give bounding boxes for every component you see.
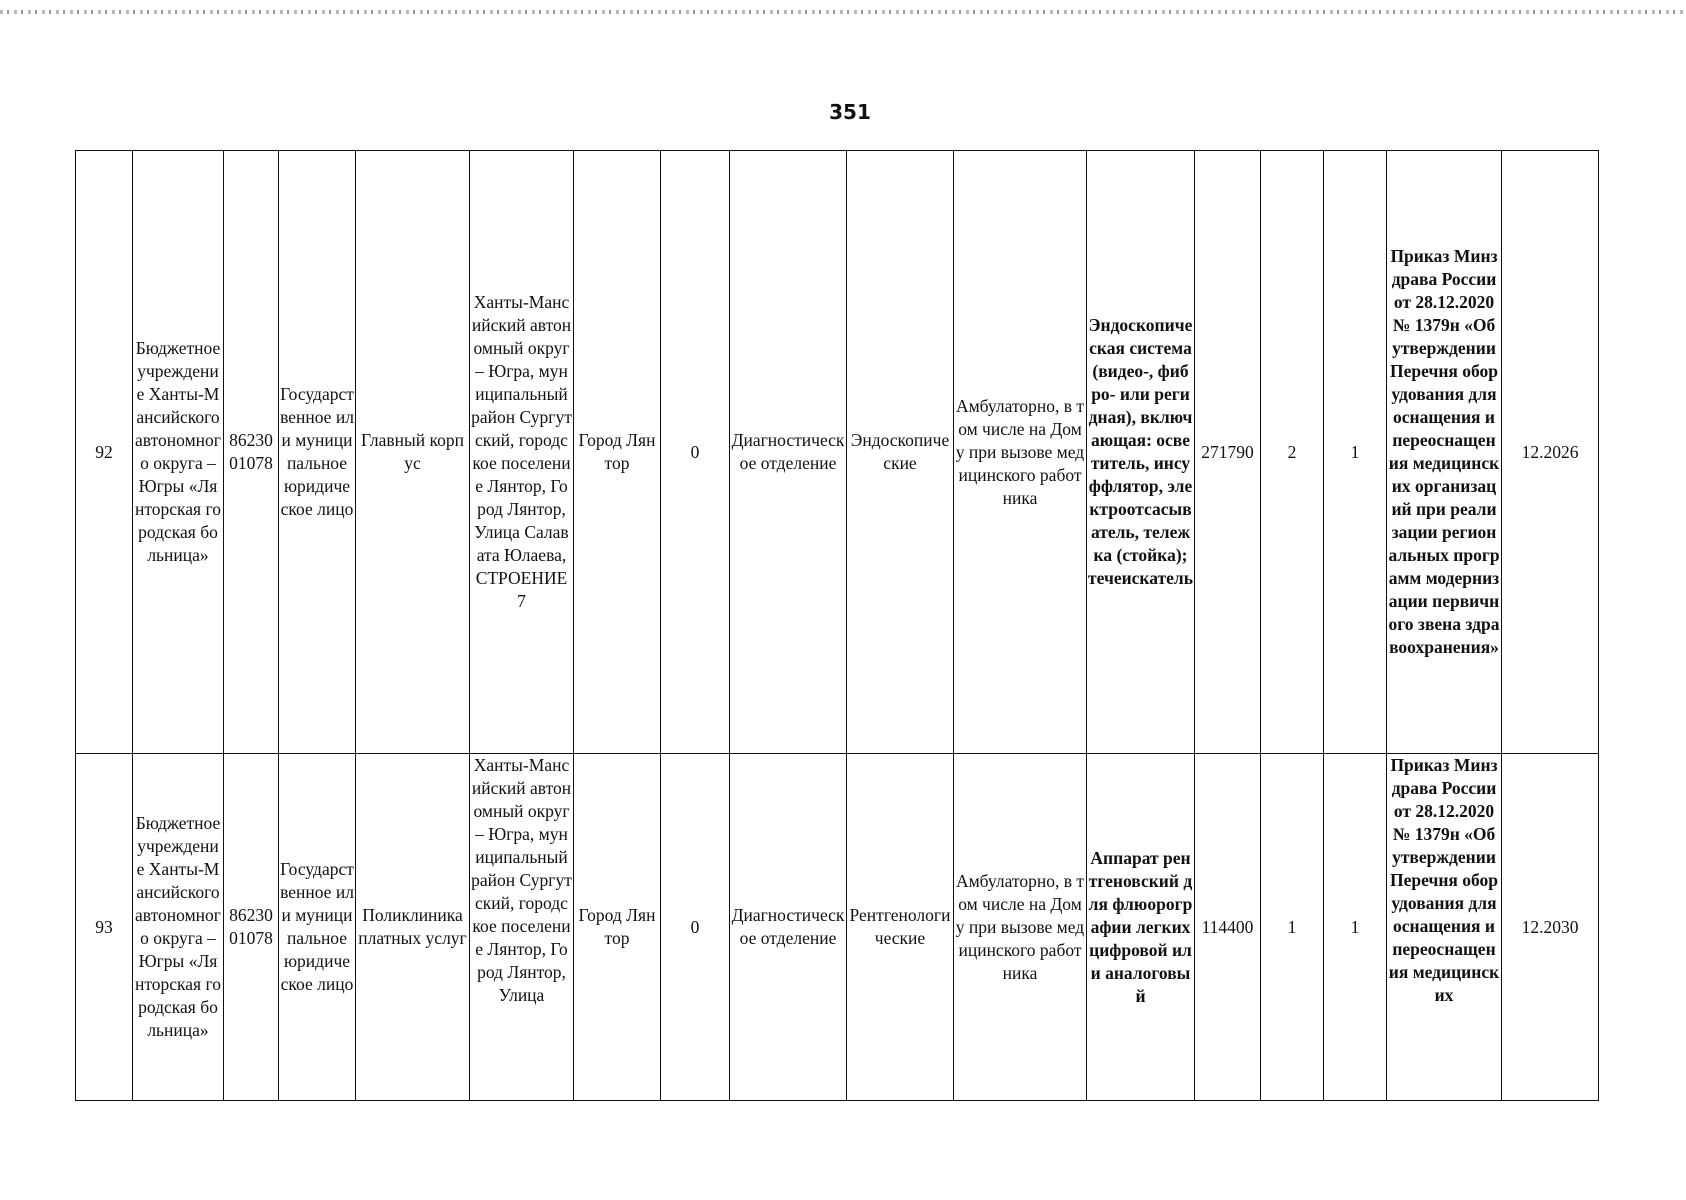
registry-table: [75, 150, 1599, 1101]
row-number: 93: [76, 754, 133, 1101]
equipment-name: Эндоскопическая система (видео-, фибро- или регидная), включающая: осветитель, инсуффлятор, электроотсасыватель, тележка (стойка); течеискатель: [1087, 151, 1195, 754]
city: Город Лянтор: [574, 151, 661, 754]
organization-name: Бюджетное учреждение Ханты-Мансийского автономного округа – Югры «Лянторская городская больница»: [133, 151, 224, 754]
department: Диагностическое отделение: [730, 754, 847, 1101]
city: Город Лянтор: [574, 754, 661, 1101]
department: Диагностическое отделение: [730, 151, 847, 754]
legal-form: Государственное или муниципальное юридическое лицо: [279, 151, 356, 754]
page-number: 351: [829, 100, 871, 124]
organization-name: Бюджетное учреждение Ханты-Мансийского автономного округа – Югры «Лянторская городская больница»: [133, 754, 224, 1101]
equipment-name: Аппарат рентгеновский для флюорографии легких цифровой или аналоговый: [1087, 754, 1195, 1101]
scan-edge-artifact: [0, 10, 1686, 14]
quantity-2: 1: [1324, 151, 1387, 754]
study-type: Рентгенологические: [847, 754, 954, 1101]
order-reference: Приказ Минздрава России от 28.12.2020 № 1379н «Об утверждении Перечня оборудования для оснащения и переоснащения медицинских организаций при реализации региональных программ модернизации первичного звена здравоохранения»: [1387, 151, 1502, 754]
organization-code: 8623001078: [224, 754, 279, 1101]
quantity-2: 1: [1324, 754, 1387, 1101]
organization-code: 8623001078: [224, 151, 279, 754]
quantity-1: 1: [1261, 754, 1324, 1101]
order-reference: Приказ Минздрава России от 28.12.2020 № 1379н «Об утверждении Перечня оборудования для оснащения и переоснащения медицинских: [1387, 754, 1502, 1101]
table-row: [76, 754, 1599, 1101]
target-date: 12.2030: [1502, 754, 1599, 1101]
address: Ханты-Мансийский автономный округ – Югра, муниципальный район Сургутский, городское поселение Лянтор, Город Лянтор, Улица: [470, 754, 574, 1101]
row-number: 92: [76, 151, 133, 754]
care-conditions: Амбулаторно, в том числе на Дому при вызове медицинского работника: [954, 754, 1087, 1101]
building-name: Поликлиника платных услуг: [356, 754, 470, 1101]
target-date: 12.2026: [1502, 151, 1599, 754]
equipment-code: 271790: [1195, 151, 1261, 754]
zero-value: 0: [661, 151, 730, 754]
address: Ханты-Мансийский автономный округ – Югра, муниципальный район Сургутский, городское поселение Лянтор, Город Лянтор, Улица Салавата Юлаева, СТРОЕНИЕ 7: [470, 151, 574, 754]
study-type: Эндоскопические: [847, 151, 954, 754]
quantity-1: 2: [1261, 151, 1324, 754]
care-conditions: Амбулаторно, в том числе на Дому при вызове медицинского работника: [954, 151, 1087, 754]
building-name: Главный корпус: [356, 151, 470, 754]
zero-value: 0: [661, 754, 730, 1101]
table-row: [76, 151, 1599, 754]
equipment-code: 114400: [1195, 754, 1261, 1101]
legal-form: Государственное или муниципальное юридическое лицо: [279, 754, 356, 1101]
